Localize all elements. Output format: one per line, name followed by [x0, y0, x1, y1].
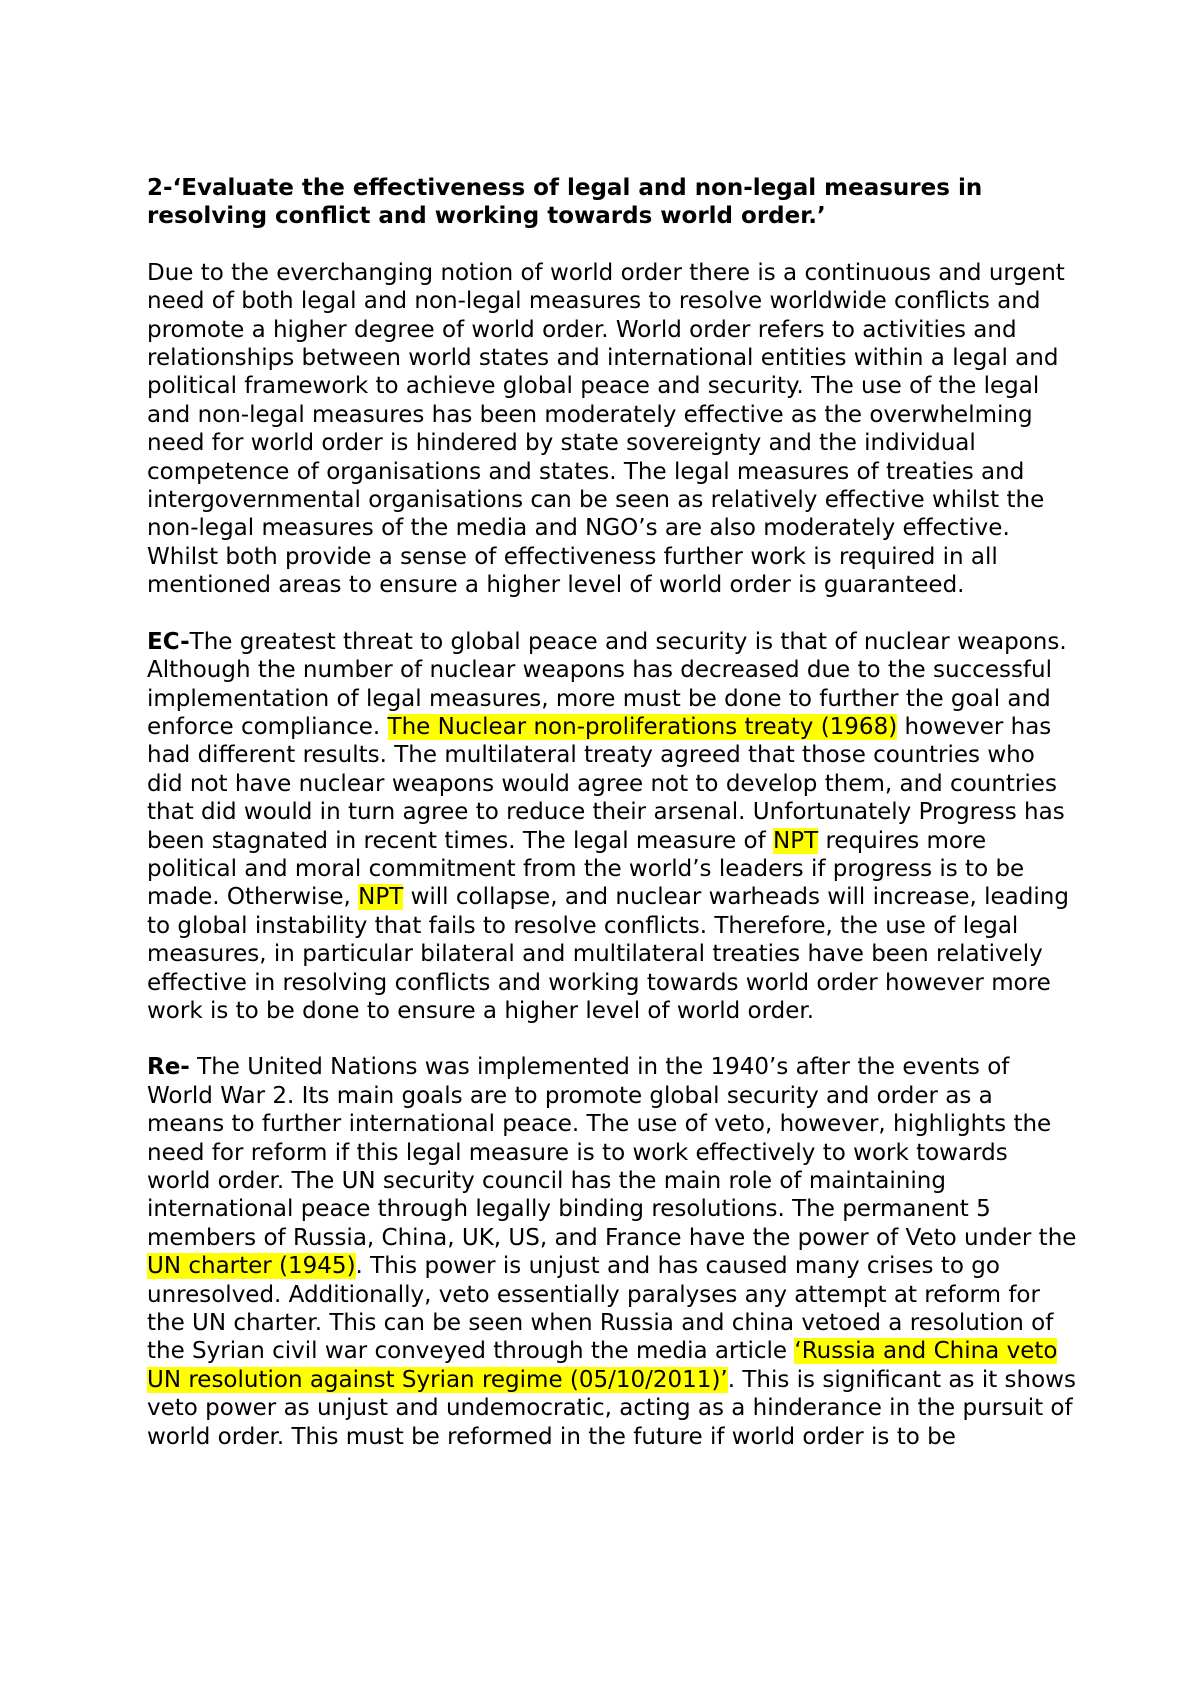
re-paragraph — [147, 1053, 1077, 1451]
ec-highlight-npt-2: NPT — [358, 884, 404, 911]
document-body — [147, 174, 1077, 1479]
re-highlight-un-charter: UN charter (1945) — [147, 1253, 356, 1280]
re-text-3: . This is significant as it shows veto power as unjust and undemocratic, acting as a hinderance in the pursuit of world order. This must be reformed in the future if world order is to be — [147, 1366, 1076, 1450]
ec-text-3: requires more political and moral commitment from the world’s leaders if progress is to be made. Otherwise, — [147, 827, 1025, 911]
ec-text-2: however has had different results. The multilateral treaty agreed that those countries who did not have nuclear weapons would agree not to develop them, and countries that did would in turn agree to reduce their arsenal. Unfortunately Progress has been stagnated in recent times. The legal measure of — [147, 713, 1065, 854]
essay-title: 2-‘Evaluate the effectiveness of legal and non-legal measures in resolving conflict and working towards world order.’ — [147, 175, 983, 230]
re-text-2: . This power is unjust and has caused many crises to go unresolved. Additionally, veto essentially paralyses any attempt at reform for the UN charter. This can be seen when Russia and china vetoed a resolution of the Syrian civil war conveyed through the media article — [147, 1253, 1054, 1365]
ec-text-1: The greatest threat to global peace and security is that of nuclear weapons. Although the number of nuclear weapons has decreased due to the successful implementation of legal measures, more must be done to further the goal and enforce compliance. — [147, 628, 1067, 740]
ec-highlight-npt-treaty: The Nuclear non-proliferations treaty (1968) — [387, 713, 898, 740]
ec-paragraph — [147, 628, 1077, 1026]
intro-paragraph: Due to the everchanging notion of world order there is a continuous and urgent need of both legal and non-legal measures to resolve worldwide conflicts and promote a higher degree of world order. World order refers to activities and relationships between world states and international entities within a legal and political framework to achieve global peace and security. The use of the legal and non-legal measures has been moderately effective as the overwhelming need for world order is hindered by state sovereignty and the individual competence of organisations and states. The legal measures of treaties and intergovernmental organisations can be seen as relatively effective whilst the non-legal measures of the media and NGO’s are also moderately effective. Whilst both provide a sense of effectiveness further work is required in all mentioned areas to ensure a higher level of world order is guaranteed. — [147, 259, 1065, 599]
ec-text-4: will collapse, and nuclear warheads will increase, leading to global instability that fails to resolve conflicts. Therefore, the use of legal measures, in particular bilateral and multilateral treaties have been relatively effective in resolving conflicts and working towards world order however more work is to be done to ensure a higher level of world order. — [147, 884, 1069, 1024]
ec-label: EC- — [147, 628, 190, 655]
re-label: Re- — [147, 1054, 190, 1081]
ec-highlight-npt-1: NPT — [773, 827, 819, 854]
re-text-1: The United Nations was implemented in the 1940’s after the events of World War 2. Its main goals are to promote global security and order as a means to further international peace. The use of veto, however, highlights the need for reform if this legal measure is to work effectively to work towards world order. The UN security council has the main role of maintaining international peace through legally binding resolutions. The permanent 5 members of Russia, China, UK, US, and France have the power of Veto under the — [147, 1054, 1077, 1251]
re-highlight-media-article: ‘Russia and China veto UN resolution against Syrian regime (05/10/2011)’ — [147, 1338, 1058, 1393]
